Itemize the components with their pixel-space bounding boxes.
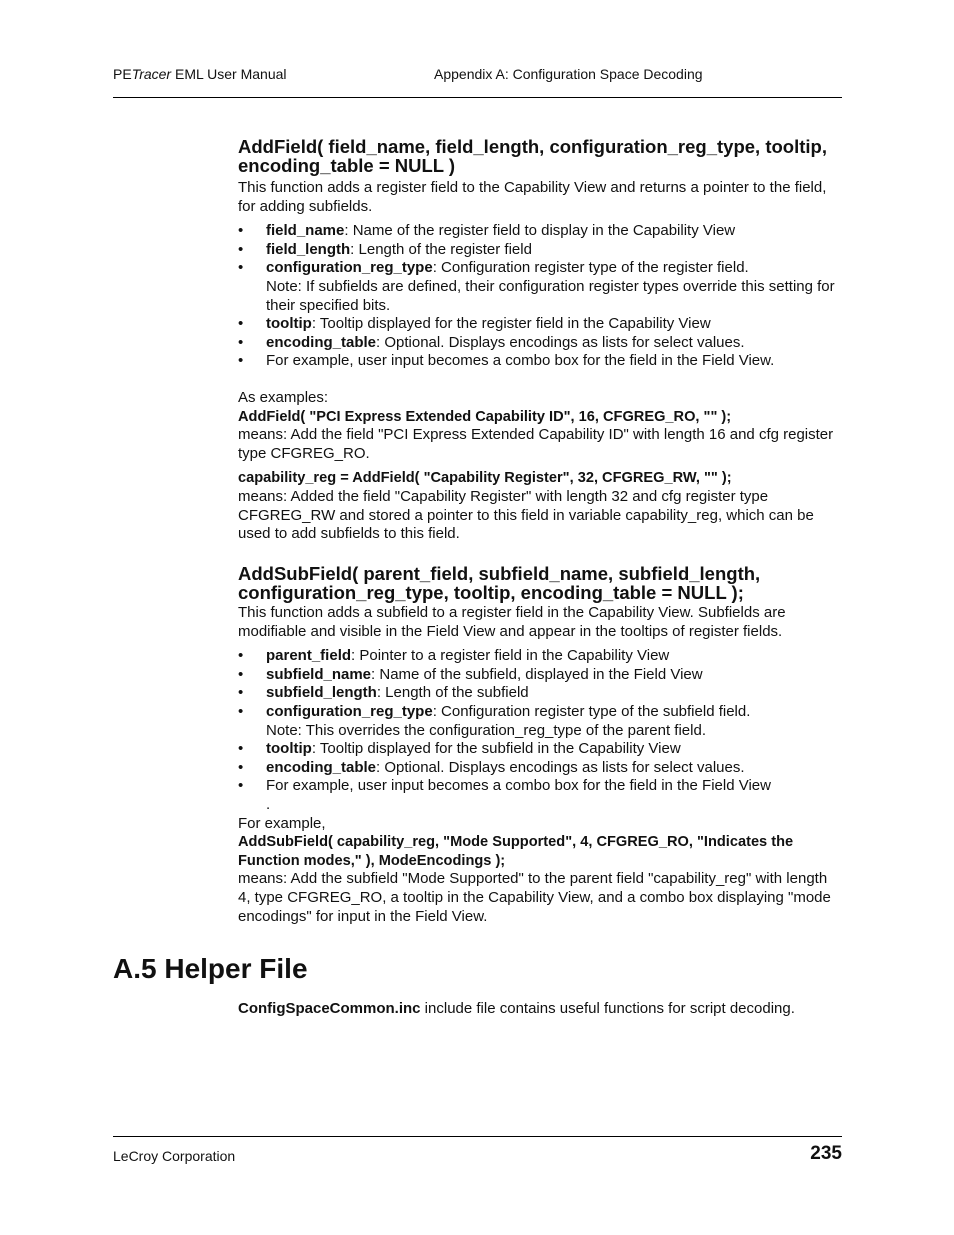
addfield-examples-intro: As examples: xyxy=(238,388,329,406)
addsubfield-heading: AddSubField( parent_field, subfield_name, subfield_length, configuration_reg_type, tooltip, encoding_table = NULL ); xyxy=(238,563,761,603)
param-item xyxy=(238,740,842,759)
param-name: encoding_table xyxy=(266,333,377,351)
header-title-suffix: EML User Manual xyxy=(171,66,287,82)
addsubfield-param-list xyxy=(238,647,842,814)
param-name: tooltip xyxy=(266,740,312,758)
running-header-title xyxy=(113,66,287,82)
param-text: : Optional. Displays encodings as lists for select values. xyxy=(376,333,745,351)
footer-company: LeCroy Corporation xyxy=(113,1148,236,1164)
helper-file-text: include file contains useful functions for script decoding. xyxy=(420,1000,795,1017)
param-name: subfield_length xyxy=(266,684,377,702)
addsubfield-example-desc: means: Add the subfield "Mode Supported" to the parent field "capability_reg" with length 4, type CFGREG_RO, a tooltip in the Capability View, and a combo box displaying "mode encodings" for input in the Field View. xyxy=(238,870,831,925)
addsubfield-section xyxy=(238,564,842,926)
header-title-italic: Tracer xyxy=(131,66,172,82)
header-title-prefix: PE xyxy=(113,66,132,82)
running-header-section: Appendix A: Configuration Space Decoding xyxy=(434,66,703,82)
param-note: Note: This overrides the configuration_reg_type of the parent field. xyxy=(266,721,706,739)
addfield-example1-desc: means: Add the field "PCI Express Extended Capability ID" with length 16 and cfg register type CFGREG_RO. xyxy=(238,426,834,462)
param-item xyxy=(238,759,842,778)
param-text: For example, user input becomes a combo box for the field in the Field View xyxy=(266,777,771,795)
param-item xyxy=(238,647,842,666)
helper-file-paragraph xyxy=(238,1000,842,1019)
param-item xyxy=(238,222,842,241)
addfield-example2-desc: means: Added the field "Capability Register" with length 32 and cfg register type CFGREG_RW and stored a pointer to this field in variable capability_reg, which can be used to add subfields to this field. xyxy=(238,487,814,543)
param-text: : Configuration register type of the register field. xyxy=(432,259,749,277)
param-item xyxy=(238,315,842,334)
addfield-heading: AddField( field_name, field_length, configuration_reg_type, tooltip, encoding_table = NULL ) xyxy=(238,136,827,176)
param-note: . xyxy=(266,795,271,813)
param-name: encoding_table xyxy=(266,758,377,776)
param-text: : Length of the register field xyxy=(350,240,532,258)
param-name: subfield_name xyxy=(266,665,372,683)
helper-file-heading: A.5 Helper File xyxy=(113,953,308,984)
param-text: : Configuration register type of the subfield field. xyxy=(432,702,751,720)
footer-rule xyxy=(113,1136,842,1137)
addsubfield-example-code: AddSubField( capability_reg, "Mode Supported", 4, CFGREG_RO, "Indicates the Function modes," ), ModeEncodings ); xyxy=(238,834,794,869)
param-item xyxy=(238,666,842,685)
addfield-example2-code: capability_reg = AddField( "Capability Register", 32, CFGREG_RW, "" ); xyxy=(238,470,732,487)
param-text: : Tooltip displayed for the register field in the Capability View xyxy=(311,315,711,333)
param-name: tooltip xyxy=(266,315,312,333)
param-text: For example, user input becomes a combo box for the field in the Field View. xyxy=(266,352,775,370)
param-item xyxy=(238,777,842,814)
helper-file-name: ConfigSpaceCommon.inc xyxy=(238,1000,421,1017)
param-name: field_length xyxy=(266,240,351,258)
param-name: configuration_reg_type xyxy=(266,702,433,720)
param-name: configuration_reg_type xyxy=(266,259,433,277)
header-rule xyxy=(113,97,842,98)
param-name: parent_field xyxy=(266,647,352,665)
param-text: : Name of the subfield, displayed in the Field View xyxy=(371,665,703,683)
addfield-example1-code: AddField( "PCI Express Extended Capability ID", 16, CFGREG_RO, "" ); xyxy=(238,408,732,425)
addfield-description: This function adds a register field to the Capability View and returns a pointer to the field, for adding subfields. xyxy=(238,179,827,215)
addfield-param-list xyxy=(238,222,842,371)
param-text: : Pointer to a register field in the Capability View xyxy=(351,647,670,665)
param-item xyxy=(238,241,842,260)
param-text: : Name of the register field to display in the Capability View xyxy=(344,222,736,240)
param-name: field_name xyxy=(266,222,345,240)
param-text: : Tooltip displayed for the subfield in the Capability View xyxy=(311,740,681,758)
param-note: Note: If subfields are defined, their configuration register types override this setting for their specified bits. xyxy=(266,277,835,314)
param-text: : Optional. Displays encodings as lists for select values. xyxy=(376,758,745,776)
param-item xyxy=(238,684,842,703)
param-item xyxy=(238,703,842,740)
addfield-section xyxy=(238,137,842,544)
param-item xyxy=(238,352,842,371)
param-item xyxy=(238,334,842,353)
param-item xyxy=(238,259,842,315)
page-number: 235 xyxy=(810,1143,842,1164)
param-text: : Length of the subfield xyxy=(376,684,529,702)
addsubfield-description: This function adds a subfield to a register field in the Capability View. Subfields are modifiable and visible in the Field View and appear in the tooltips of register fields. xyxy=(238,604,786,640)
addsubfield-example-intro: For example, xyxy=(238,814,326,832)
